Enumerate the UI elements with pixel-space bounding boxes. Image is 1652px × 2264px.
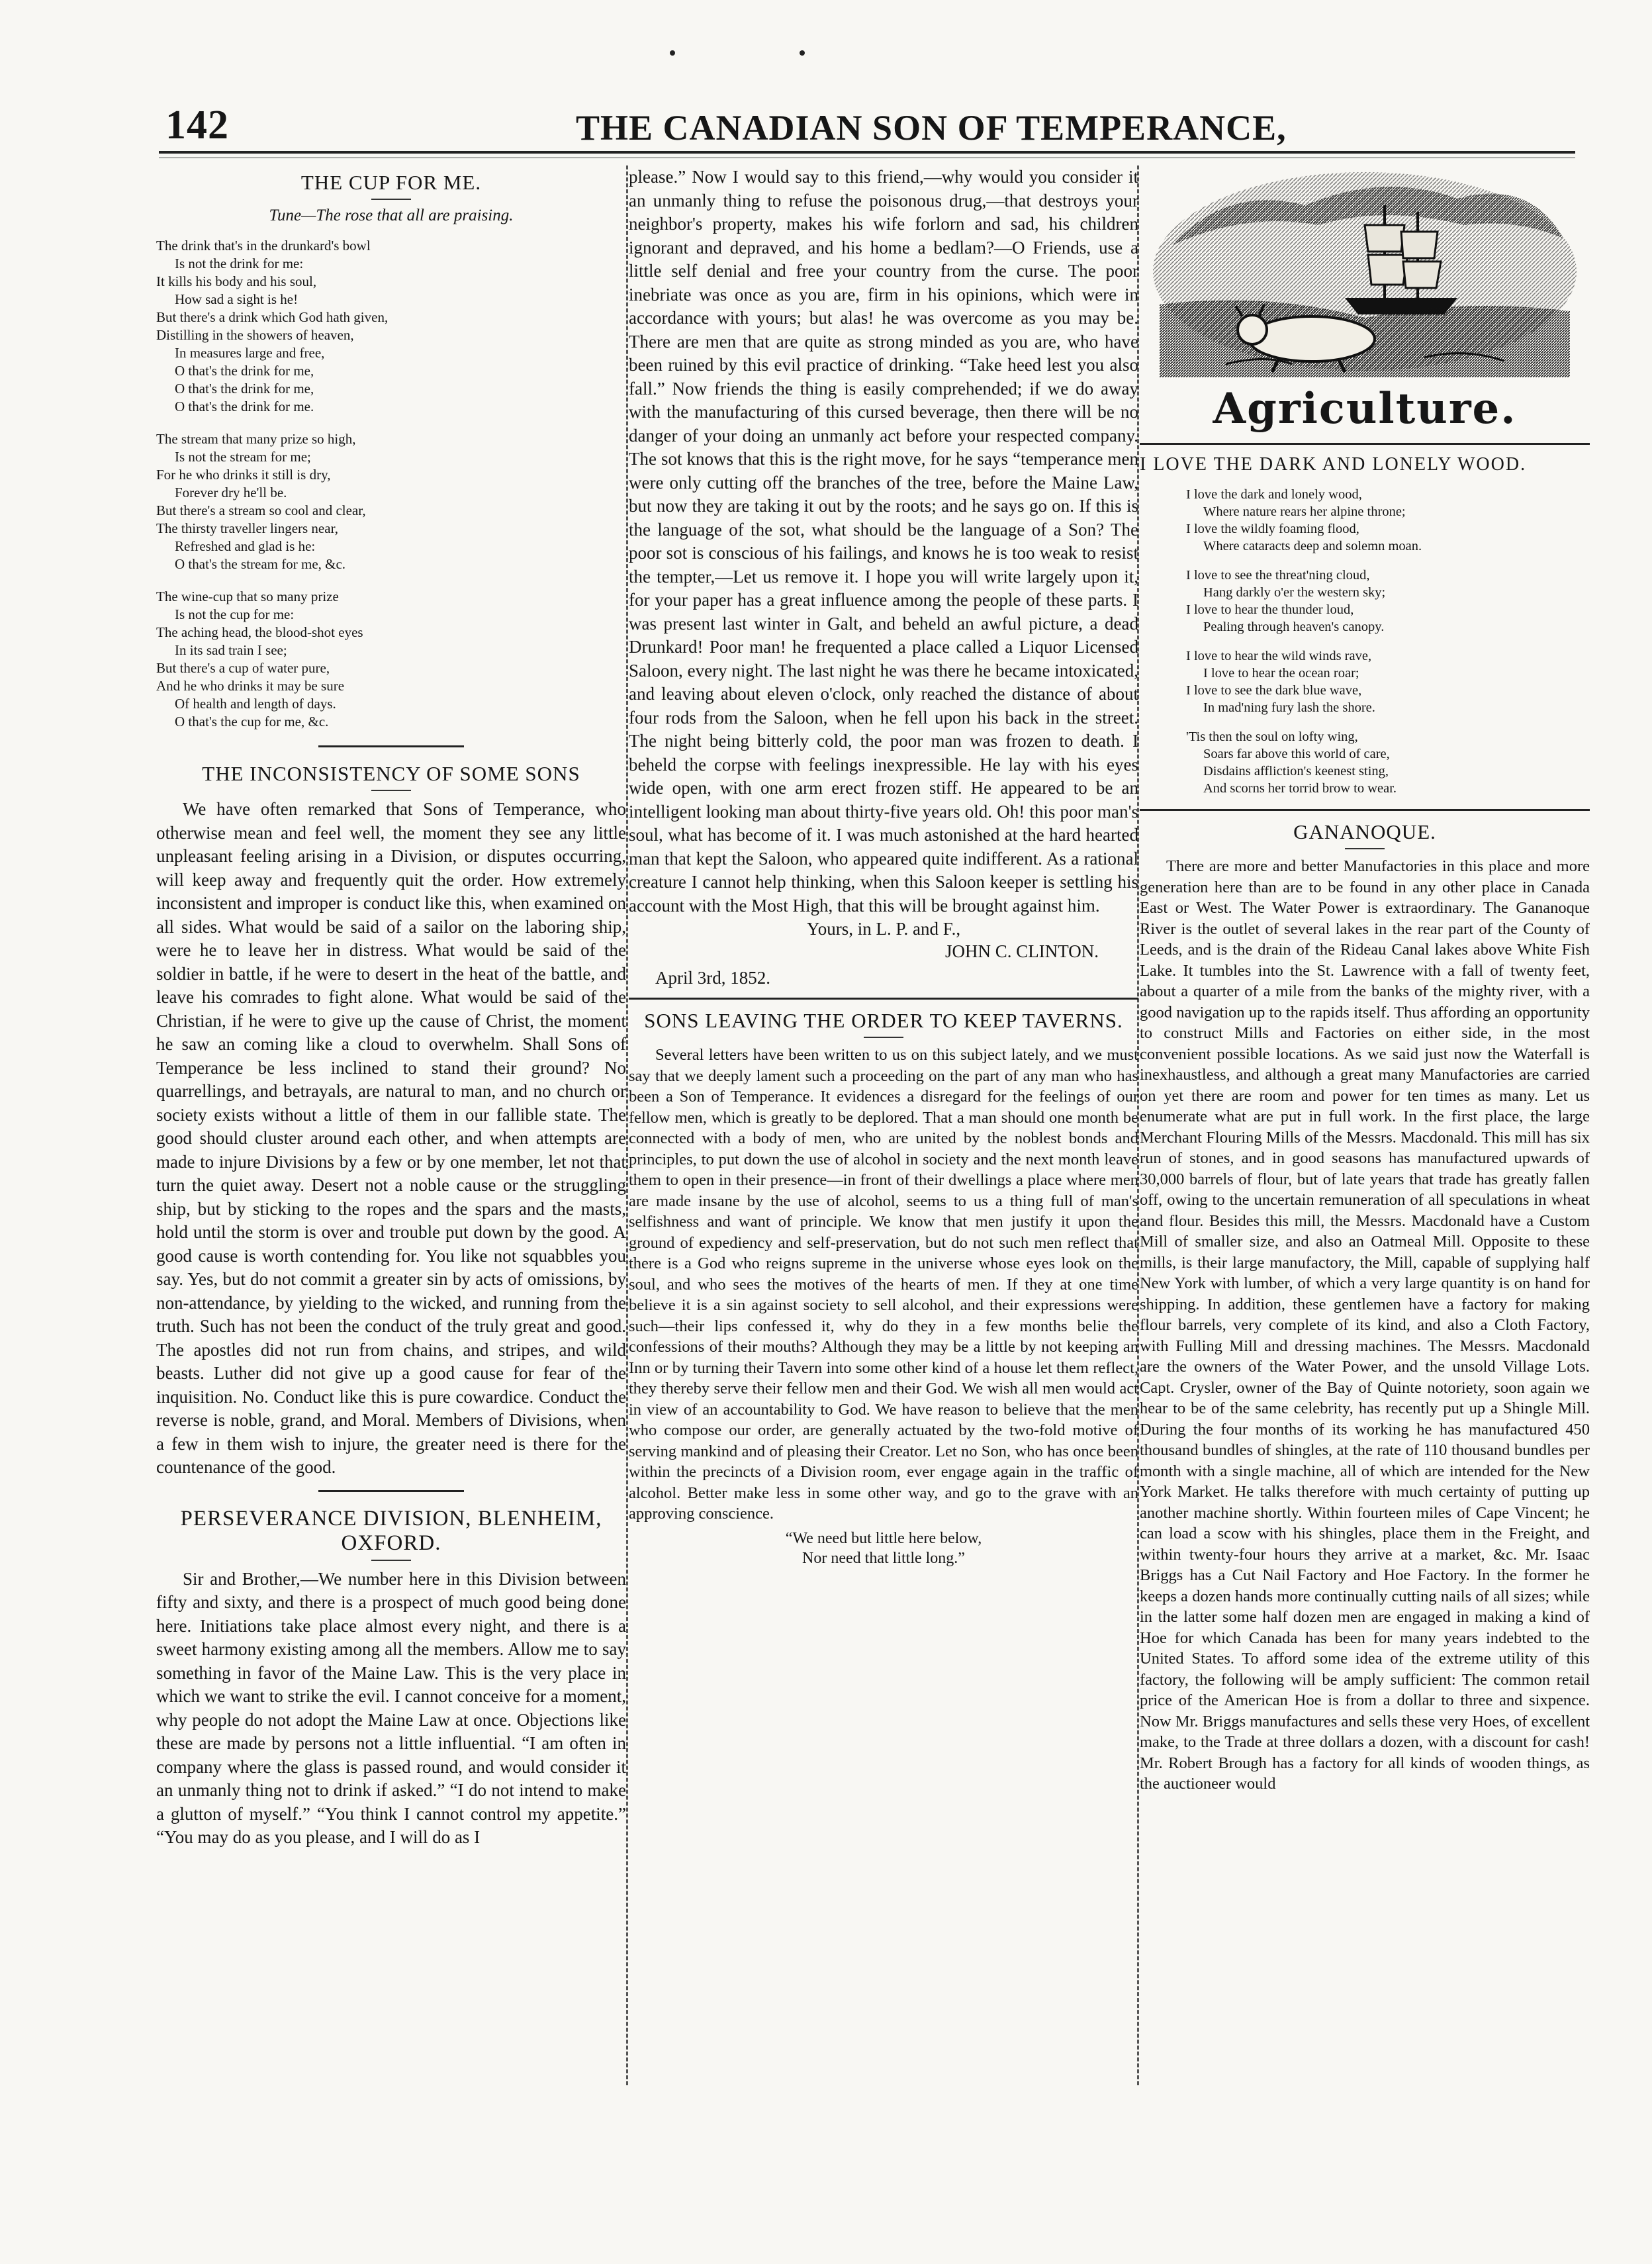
gananoque-article: There are more and better Manufactories in this place and more generation here than are to be found in any other place in Canada East or West. The Water Power is extraordinary. The Gananoque River is the outlet of several lakes in the rear part of the County of Leeds, and is the drain of the Rideau Canal lakes above White Fish Lake. It tumbles into the St. Lawrence with a fall of twenty feet, about a quarter of a mile from the banks of the mighty river, with a good navigation up to the rapids itself. Thus affording an opportunity to construct Mills and Factories on either side, in the most convenient possible locations. As we said just now the Waterfall is inexhaustless, and although a great many Manufactories are carried on yet there are room and power for ten times as many. Let us enumerate what are put in full work. In the first place, the large Merchant Flouring Mills of the Messrs. Macdonald. This mill has six run of stones, and in good seasons has manufactured upwards of 30,000 barrels of flour, but of late years that trade has greatly fallen off, owing to the uncertain remuneration of all speculations in wheat and flour. Besides this mill, the Messrs. Macdonald have a Custom Mill of smaller size, and also an Oatmeal Mill. Opposite to these mills, is their large manufactory, the Mill, capable of supplying half New York with lumber, of which a very large quantity is on hand for shipping. In addition, these gentlemen have a factory for making flour barrels, very complete of its kind, and also a Cloth Factory, with Fulling Mill and dressing machines. The Messrs. Macdonald are the owners of the Water Power, and the unsold Village Lots. Capt. Crysler, owner of the Bay of Quinte notoriety, soon again we hear to be of the same celebrity, has recently put up a Shingle Mill. During the four months of its working he has manufactured 450 thousand bundles of shingles, at the rate of 110 thousand bundles per month with a single machine, all of which are intended for the New York Market. He talks therefore with much certainty of putting up another machine shortly. Within fourteen miles of Cape Vincent; he can load a scow with his shingles, place them in the Freight, and within twenty-four hours they arrive at a market, &c. Mr. Isaac Briggs has a Cut Nail Factory and Hoe Factory. In the former he keeps a dozen hands more continually cutting nails of all sizes; while in the latter some half dozen men are engaged in making a kind of Hoe for which Canada has been for many years indebted to the United States. To afford some idea of the extreme utility of this factory, the following will be amply sufficient: The common retail price of the American Hoe is from a dollar to three and sixpence. Now Mr. Briggs manufactures and sells these very Hoes, of excellent make, to the Trade at three dollars a dozen, with a discount for cash! Mr. Robert Brough has a factory for all kinds of wooden things, as the auctioneer would (1140, 857, 1590, 1793)
section-rule (1140, 809, 1590, 811)
poem-stanza-2: I love to see the threat'ning cloud, Hang darkly o'er the western sky; I love to hear the thunder loud, Pealing through heaven's canopy. (1186, 568, 1386, 634)
page-number: 142 (165, 103, 229, 148)
inconsistency-article: We have often remarked that Sons of Temperance, who otherwise mean and feel well, the moment they see any little unpleasant feeling arising in a Division, or disputes occurring, will keep away and frequently quit the order. How extremely inconsistent and improper is conduct like this, when examined on all sides. What would be said of a sailor on the laboring ship, were he to leave her in distress. What would be said of the soldier in battle, if he were to desert in the heat of the battle, and leave his comrades to fight alone. What would be said of the Christian, if he were to give up the cause of Christ, the moment he saw an coming like a cloud to overwhelm. Shall Sons of Temperance be less inclined to stand their ground? No quarrellings, and betrayals, are natural to man, and no church or society exists without a little of them in our fallible state. The good should cluster around each other, and when attempts are made to injure Divisions by a few or by one member, let not that turn the quiet away. Desert not a noble cause or the struggling ship, but by sticking to the ropes and the spars and the masts, hold until the storm is over and trouble put down by the good. A good cause is worth contending for. You like not squabbles you say. Yes, but do not commit a greater sin by acts of omissions, by non-attendance, by yielding to the wicked, and running from the truth. Such has not been the conduct of the truly great and good. The apostles did not run from chains, and stripes, and wild beasts. Luther did not give up a good cause for fear of the inquisition. No. Conduct like this is pure cowardice. Conduct the reverse is noble, grand, and Moral. Members of Divisions, when a few in them wish to injure, the greater need is there for the countenance of the good. (156, 799, 626, 1477)
section-rule (318, 1490, 464, 1492)
header-rule (159, 151, 1575, 154)
closing-quote: “We need but little here below, Nor need that little long.” (785, 1529, 982, 1567)
title-rule (371, 790, 411, 791)
taverns-article: Several letters have been written to us on this subject lately, and we must say that we deeply lament such a proceeding on the part of any man who has been a Son of Temperance. It evidences a disregard for the feelings of our fellow men, which is greatly to be deplored. That a man should one month be connected with a body of men, who are united by the noblest bonds and principles, to put down the use of alcohol in society and the next month leave them to open in their presence—in front of their dwellings a place where men are made insane by the use of alcohol, seems to us a thing full of man's selfishness and want of principle. We know that men justify it upon the ground of expediency and self-preservation, but do not such men reflect that there is a God who reigns supreme in the universe whose eyes look on the soul, and who sees the motives of the hearts of men. If they at one time believe it is a sin against society to sell alcohol, and their expressions were such—their lips confessed it, why do they in a few months belie the confessions of their mouths? Although they may be a little by not keeping an Inn or by turning their Tavern into some other kind of a house let them reflect, they thereby serve their fellow men and their God. We wish all men would act in view of an accountability to God. We have reason to believe that the men who compose our order, are generally actuated by the two-fold motive of serving mankind and of pleasing their Creator. Let no Son, who has once been within the precincts of a Division room, ever engage again in the traffic of alcohol. Better make less in some other way, and go to the grave with an approving conscience. (629, 1046, 1138, 1523)
cup-title: THE CUP FOR ME. (300, 171, 482, 194)
inconsistency-title: THE INCONSISTENCY OF SOME SONS (202, 762, 580, 785)
letter-signoff: Yours, in L. P. and F., JOHN C. CLINTON. (629, 918, 1138, 963)
section-rule (629, 998, 1138, 1000)
poem-stanza-4: 'Tis then the soul on lofty wing, Soars far above this world of care, Disdains affliction's keenest sting, And scorns her torrid brow to wear. (1186, 730, 1397, 796)
poem-stanza-3: I love to hear the wild winds rave, I love to hear the ocean roar; I love to see the dark blue wave, In mad'ning fury lash the shore. (1186, 649, 1375, 715)
agriculture-heading: Agriculture. (1213, 384, 1517, 434)
gananoque-title: GANANOQUE. (1293, 820, 1436, 843)
cup-stanza-1: The drink that's in the drunkard's bowl Is not the drink for me: It kills his body and his soul, How sad a sight is he! But there's a drink which God hath given, Distilling in the showers of heaven, In measures large and free, O that's the drink for me, O that's the drink for me, O that's the drink for me. (156, 238, 389, 414)
perseverance-title: PERSEVERANCE DIVISION, BLENHEIM, OXFORD. (180, 1506, 602, 1555)
column-divider-1 (626, 165, 628, 2085)
scan-specks (0, 40, 1652, 66)
poem-stanza-1: I love the dark and lonely wood, Where nature rears her alpine throne; I love the wildly foaming flood, Where cataracts deep and solemn moan. (1186, 487, 1422, 553)
column-right (1140, 165, 1590, 2151)
title-rule (864, 1037, 903, 1038)
poem-title: I LOVE THE DARK AND LONELY WOOD. (1140, 454, 1527, 475)
letter-date: April 3rd, 1852. (655, 968, 770, 988)
letter-author: JOHN C. CLINTON. (944, 941, 1099, 961)
title-rule (371, 1560, 411, 1561)
title-rule (1345, 848, 1385, 849)
letter-continued: please.” Now I would say to this friend,—why would you consider it an unmanly thing to refuse the poisonous drug,—that destroys your neighbor's property, makes his wife forlorn and sad, his children ignorant and depraved, and his home a bedlam?—O Friends, use a little self denial and free your country from the curse. The poor inebriate was once as you are, firm in his opinions, which were in accordance with yours; but alas! he was overcome as you may be. There are men that are quite as strong minded as you are, who have been ruined by this evil practice of drinking. “Take heed lest you also fall.” Now friends the thing is easily comprehended; if we do away with the manufacturing of this cursed beverage, then there will be no danger of your doing an unmanly act before your respected company. The sot knows that this is the right move, for he says “temperance men were only cutting off the branches of the tree, before the Maine Law, but now they are taking it out by the roots; and he says go on. If this is the language of the sot, what should be the language of a Son? The poor sot is conscious of his failings, and knows he is too weak to resist the tempter,—Let us remove it. I hope you will write largely upon it, for your paper has a great influence among the people of these parts. I was present last winter in Galt, and beheld an awful picture, a dead Drunkard! Poor man! he frequented a place called a Liquor Licensed Saloon, every night. The last night he was there he became intoxicated, and leaving about eleven o'clock, only reached the distance of about four rods from the Saloon, when he fell upon his back in the street. The night being bitterly cold, the poor man was frozen to death. I beheld the corpse with feelings inexpressible. He lay with his eyes wide open, with one arm erect frozen stiff. He appeared to be an intelligent looking man about thirty-five years old. Oh! this poor man's soul, what has become of it. I was much astonished at the hard hearted man that kept the Saloon, who appeared quite indifferent. As a rational creature I cannot help thinking, when this Saloon keeper is settling his account with the Most High, that this will be brought against him. (629, 167, 1138, 916)
column-left (156, 165, 626, 2151)
cup-stanza-3: The wine-cup that so many prize Is not the cup for me: The aching head, the blood-shot eyes In its sad train I see; But there's a cup of water pure, And he who drinks it may be sure Of health and length of days. O that's the cup for me, &c. (156, 589, 363, 730)
section-rule (318, 745, 464, 747)
section-rule (1140, 443, 1590, 445)
page-title: THE CANADIAN SON OF TEMPERANCE, (576, 108, 1287, 148)
cup-stanza-2: The stream that many prize so high, Is not the stream for me; For he who drinks it still is dry, Forever dry he'll be. But there's a stream so cool and clear, The thirsty traveller lingers near, Refreshed and glad is he: O that's the stream for me, &c. (156, 431, 366, 572)
taverns-title: SONS LEAVING THE ORDER TO KEEP TAVERNS. (644, 1009, 1123, 1032)
column-middle (629, 165, 1138, 2145)
page-header (152, 93, 1575, 152)
perseverance-letter: Sir and Brother,—We number here in this Division between fifty and sixty, and there is a prospect of much good being done here. Initiations take place almost every night, and there is a sweet harmony existing among all the members. Allow me to say something in favor of the Maine Law. This is the very place in which we want to strike the evil. I cannot conceive for a moment, why people do not adopt the Maine Law at once. Objections like these are made by persons not a little influential. “I am often in company where the glass is passed round, and would consider it an unmanly thing not to drink if asked.” “I do not intend to make a glutton of myself.” “You think I cannot control my appetite.” “You may do as you please, and I will do as I (156, 1568, 626, 1847)
title-rule (371, 199, 411, 200)
cup-tune: Tune—The rose that all are praising. (269, 207, 514, 224)
ship-and-cattle-engraving (1146, 165, 1583, 377)
